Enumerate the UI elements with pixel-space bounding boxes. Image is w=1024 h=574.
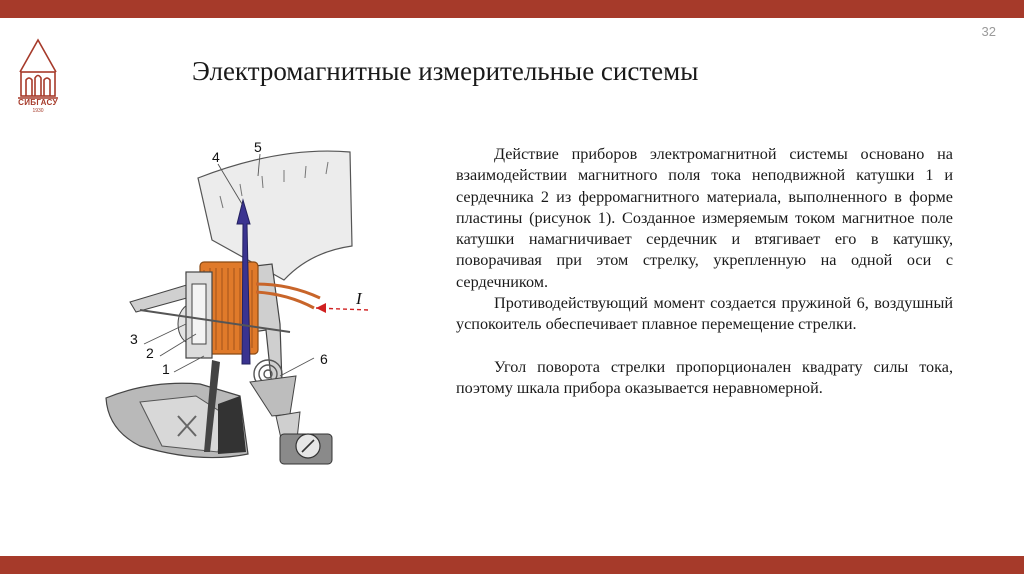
top-bar	[0, 0, 1024, 18]
scale-plate	[198, 151, 352, 280]
paragraph-scale: Угол поворота стрелки пропорционален квадрату силы тока, поэтому шкала прибора оказывается неравномерной.	[456, 357, 953, 397]
paragraph-counter-torque: Противодействующий момент создается пружиной 6, воздушный успокоитель обеспечивает плавное перемещение стрелки.	[456, 294, 953, 334]
electromagnetic-mechanism-figure	[100, 134, 390, 480]
figure-label-6: 6	[320, 351, 328, 367]
slide-title: Электромагнитные измерительные системы	[192, 56, 699, 86]
current-label: I	[356, 289, 362, 308]
page-number: 32	[981, 24, 996, 39]
figure-label-3: 3	[130, 331, 138, 347]
paragraph-principle: Действие приборов электромагнитной системы основано на взаимодействии магнитного поля тока неподвижной катушки 1 и сердечника 2 из ферромагнитного материала, выполненного в форме пластины (рисунок 1). Созданное измеряемым током магнитное поле катушки намагничивает сердечник и втягивает его в катушку, поворачивая при этом стрелку, укрепленную на одной оси с сердечником.	[456, 145, 953, 291]
figure-label-1: 1	[162, 361, 170, 377]
figure-label-4: 4	[212, 149, 220, 165]
body-text	[456, 144, 953, 399]
bottom-bar	[0, 556, 1024, 574]
figure-label-2: 2	[146, 345, 154, 361]
figure-label-5: 5	[254, 139, 262, 155]
logo-name: СИБГАСУ	[18, 98, 58, 107]
logo-subtitle: 1930	[32, 108, 44, 114]
